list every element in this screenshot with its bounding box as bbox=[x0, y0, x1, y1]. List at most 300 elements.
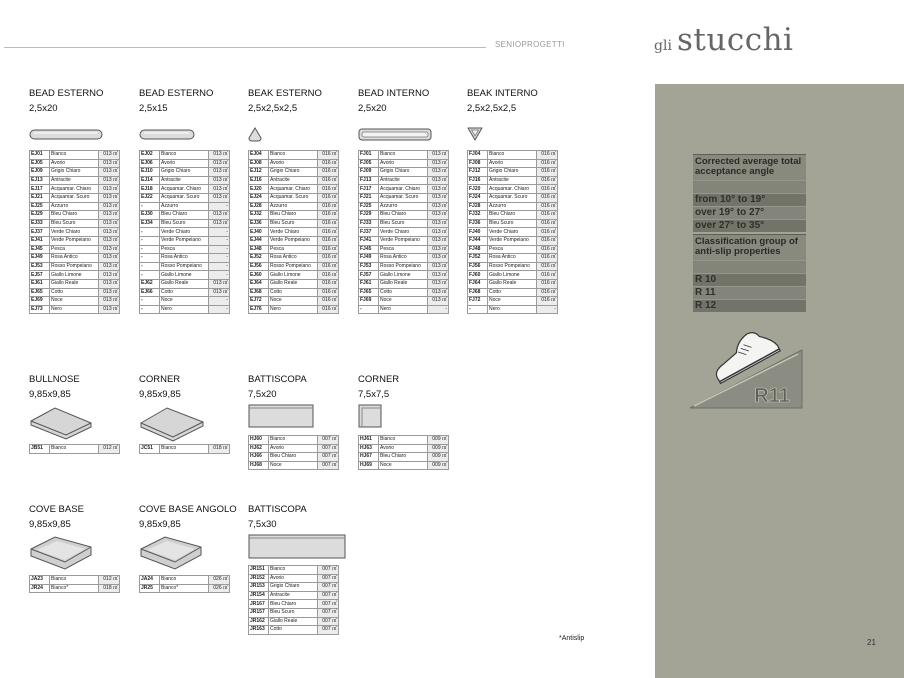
price-cell: 007 ㎡ bbox=[318, 583, 339, 592]
product-code: EJ44 bbox=[249, 236, 269, 245]
price-cell: 013 ㎡ bbox=[99, 219, 120, 228]
product-code: EJ69 bbox=[30, 297, 50, 306]
price-cell: 013 ㎡ bbox=[209, 151, 230, 160]
battiscopa-20-shape bbox=[248, 404, 314, 428]
price-cell: 013 ㎡ bbox=[209, 219, 230, 228]
price-cell: 016 ㎡ bbox=[537, 279, 558, 288]
product-code: - bbox=[140, 228, 160, 237]
price-cell: 013 ㎡ bbox=[99, 202, 120, 211]
bead-esterno-20-shape bbox=[29, 128, 103, 141]
product-size: 9,85x9,85 bbox=[29, 389, 71, 400]
product-code: EJ73 bbox=[30, 305, 50, 314]
product-code: EJ37 bbox=[30, 228, 50, 237]
product-code: EJ14 bbox=[140, 176, 160, 185]
color-name: Noce bbox=[379, 461, 428, 470]
product-code: JR157 bbox=[249, 608, 269, 617]
table-row bbox=[140, 185, 230, 194]
price-cell: 016 ㎡ bbox=[537, 236, 558, 245]
price-cell: 013 ㎡ bbox=[99, 159, 120, 168]
product-code: JR162 bbox=[249, 617, 269, 626]
color-name: Bianco bbox=[50, 576, 99, 585]
table-row bbox=[468, 228, 558, 237]
color-name: Pesca bbox=[488, 245, 537, 254]
product-code: FJ48 bbox=[468, 245, 488, 254]
product-code: EJ48 bbox=[249, 245, 269, 254]
price-cell: 016 ㎡ bbox=[318, 245, 339, 254]
code-table-p4 bbox=[358, 150, 449, 314]
product-code: EJ65 bbox=[30, 288, 50, 297]
table-row bbox=[359, 279, 449, 288]
table-row bbox=[359, 159, 449, 168]
table-row bbox=[30, 584, 120, 593]
price-cell: 013 ㎡ bbox=[428, 245, 449, 254]
table-row bbox=[30, 219, 120, 228]
color-name: Nero bbox=[160, 305, 209, 314]
table-row bbox=[249, 151, 339, 160]
color-name: Cotto bbox=[50, 288, 99, 297]
product-code: EJ08 bbox=[249, 159, 269, 168]
price-cell: 013 ㎡ bbox=[428, 176, 449, 185]
price-cell: 013 ㎡ bbox=[99, 176, 120, 185]
table-row bbox=[359, 453, 449, 462]
table-row bbox=[468, 245, 558, 254]
table-row bbox=[140, 202, 230, 211]
logo-big: stucchi bbox=[677, 22, 794, 58]
product-code: HJ68 bbox=[249, 461, 269, 470]
product-size: 7,5x30 bbox=[248, 519, 277, 530]
product-code: EJ18 bbox=[140, 185, 160, 194]
price-cell: 013 ㎡ bbox=[209, 185, 230, 194]
table-row bbox=[30, 228, 120, 237]
product-title: BEAK INTERNO bbox=[467, 88, 538, 99]
table-row bbox=[359, 288, 449, 297]
table-row bbox=[249, 279, 339, 288]
header-rule bbox=[4, 47, 486, 48]
color-name: Rosso Pompeiano bbox=[160, 262, 209, 271]
price-cell: 016 ㎡ bbox=[318, 279, 339, 288]
table-row bbox=[249, 591, 339, 600]
color-name: Azzurro bbox=[488, 202, 537, 211]
price-cell: 013 ㎡ bbox=[209, 168, 230, 177]
price-cell: - bbox=[209, 245, 230, 254]
price-cell: 007 ㎡ bbox=[318, 626, 339, 635]
price-cell: 016 ㎡ bbox=[318, 151, 339, 160]
product-title: BULLNOSE bbox=[29, 374, 80, 385]
table-row bbox=[140, 168, 230, 177]
price-cell: 013 ㎡ bbox=[99, 193, 120, 202]
price-cell: 013 ㎡ bbox=[428, 193, 449, 202]
product-code: FJ60 bbox=[468, 271, 488, 280]
color-name: Acquamar. Chiaro bbox=[379, 185, 428, 194]
color-name: Acquamar. Chiaro bbox=[50, 185, 99, 194]
table-row bbox=[468, 219, 558, 228]
price-cell: 026 ㎡ bbox=[209, 576, 230, 585]
price-cell: 013 ㎡ bbox=[428, 159, 449, 168]
product-code: HJ66 bbox=[249, 453, 269, 462]
table-row bbox=[359, 202, 449, 211]
product-code: FJ64 bbox=[468, 279, 488, 288]
price-cell: 016 ㎡ bbox=[537, 297, 558, 306]
product-code: - bbox=[140, 202, 160, 211]
price-cell: 013 ㎡ bbox=[428, 279, 449, 288]
product-code: FJ69 bbox=[359, 297, 379, 306]
logo bbox=[654, 22, 793, 58]
table-row bbox=[468, 288, 558, 297]
product-code: JR154 bbox=[249, 591, 269, 600]
table-row bbox=[140, 245, 230, 254]
color-name: Giallo Reale bbox=[269, 617, 318, 626]
color-name: Bianco* bbox=[50, 584, 99, 593]
product-title: CORNER bbox=[358, 374, 400, 385]
table-row bbox=[359, 151, 449, 160]
product-code: EJ32 bbox=[249, 211, 269, 220]
color-name: Azzurro bbox=[50, 202, 99, 211]
color-name: Verde Chiaro bbox=[488, 228, 537, 237]
color-name: Verde Pompeiano bbox=[160, 236, 209, 245]
color-name: Pesca bbox=[269, 245, 318, 254]
table-row bbox=[468, 262, 558, 271]
table-row bbox=[140, 159, 230, 168]
product-code: EJ40 bbox=[249, 228, 269, 237]
table-row bbox=[359, 211, 449, 220]
table-row bbox=[249, 236, 339, 245]
color-name: Bianco bbox=[488, 151, 537, 160]
product-code: FJ25 bbox=[359, 202, 379, 211]
table-row bbox=[468, 279, 558, 288]
price-cell: 013 ㎡ bbox=[428, 297, 449, 306]
product-code: EJ76 bbox=[249, 305, 269, 314]
product-code: - bbox=[140, 262, 160, 271]
price-cell: 013 ㎡ bbox=[99, 254, 120, 263]
color-name: Rosa Antico bbox=[50, 254, 99, 263]
price-cell: 013 ㎡ bbox=[99, 288, 120, 297]
color-name: Azzurro bbox=[379, 202, 428, 211]
color-name: Grigio Chiaro bbox=[379, 168, 428, 177]
product-code: FJ53 bbox=[359, 262, 379, 271]
table-row bbox=[30, 271, 120, 280]
product-code: FJ49 bbox=[359, 254, 379, 263]
color-name: Bleu Scuro bbox=[379, 219, 428, 228]
product-title: BEAD ESTERNO bbox=[139, 88, 214, 99]
product-title: COVE BASE ANGOLO bbox=[139, 504, 237, 515]
color-name: Cotto bbox=[379, 288, 428, 297]
table-row bbox=[468, 185, 558, 194]
price-cell: 013 ㎡ bbox=[428, 271, 449, 280]
color-name: Bianco bbox=[379, 436, 428, 445]
table-row bbox=[140, 584, 230, 593]
price-cell: - bbox=[537, 305, 558, 314]
product-code: EJ21 bbox=[30, 193, 50, 202]
code-table-p11 bbox=[139, 575, 230, 593]
table-row bbox=[249, 159, 339, 168]
color-name: Avorio bbox=[269, 574, 318, 583]
price-cell: 007 ㎡ bbox=[318, 453, 339, 462]
color-name: Acquamar. Chiaro bbox=[160, 185, 209, 194]
product-title: CORNER bbox=[139, 374, 181, 385]
price-cell: 013 ㎡ bbox=[428, 236, 449, 245]
color-name: Cotto bbox=[269, 626, 318, 635]
product-code: FJ52 bbox=[468, 254, 488, 263]
product-code: - bbox=[359, 305, 379, 314]
product-code: FJ16 bbox=[468, 176, 488, 185]
bead-interno-shape bbox=[358, 128, 432, 141]
table-row bbox=[249, 574, 339, 583]
product-code: EJ72 bbox=[249, 297, 269, 306]
product-code: EJ57 bbox=[30, 271, 50, 280]
color-name: Bianco bbox=[269, 566, 318, 575]
product-code: EJ45 bbox=[30, 245, 50, 254]
price-cell: 026 ㎡ bbox=[209, 584, 230, 593]
r11-badge: R11 bbox=[754, 385, 790, 407]
table-row bbox=[359, 236, 449, 245]
price-cell: 009 ㎡ bbox=[428, 436, 449, 445]
price-cell: 016 ㎡ bbox=[537, 176, 558, 185]
product-code: - bbox=[468, 305, 488, 314]
cove-base-angolo-shape bbox=[139, 535, 203, 571]
product-code: HJ63 bbox=[359, 444, 379, 453]
price-cell: 013 ㎡ bbox=[428, 288, 449, 297]
price-cell: 016 ㎡ bbox=[318, 202, 339, 211]
product-code: EJ01 bbox=[30, 151, 50, 160]
product-title: BEAD INTERNO bbox=[358, 88, 430, 99]
table-row bbox=[30, 297, 120, 306]
page-number: 21 bbox=[867, 638, 876, 647]
color-name: Avorio bbox=[269, 444, 318, 453]
price-cell: 016 ㎡ bbox=[537, 168, 558, 177]
table-row bbox=[359, 461, 449, 470]
product-code: FJ08 bbox=[468, 159, 488, 168]
color-name: Acquamar. Scuro bbox=[50, 193, 99, 202]
color-name: Bleu Chiaro bbox=[269, 211, 318, 220]
color-name: Antracite bbox=[269, 176, 318, 185]
price-cell: 016 ㎡ bbox=[318, 254, 339, 263]
bullnose-shape bbox=[29, 405, 93, 441]
code-table-p9 bbox=[358, 435, 449, 470]
price-cell: 016 ㎡ bbox=[318, 168, 339, 177]
product-code: HJ69 bbox=[359, 461, 379, 470]
table-row bbox=[249, 271, 339, 280]
table-row bbox=[359, 262, 449, 271]
product-code: EJ60 bbox=[249, 271, 269, 280]
beak-esterno-shape bbox=[248, 127, 262, 142]
product-code: FJ41 bbox=[359, 236, 379, 245]
table-row bbox=[359, 305, 449, 314]
table-row bbox=[359, 228, 449, 237]
table-row bbox=[140, 219, 230, 228]
color-name: Bianco bbox=[50, 445, 99, 454]
product-code: EJ34 bbox=[140, 219, 160, 228]
product-title: BEAK ESTERNO bbox=[248, 88, 322, 99]
table-row bbox=[468, 254, 558, 263]
legend-heading-class: Classification group of anti-slip properties bbox=[693, 234, 806, 260]
price-cell: 018 ㎡ bbox=[99, 584, 120, 593]
price-cell: 013 ㎡ bbox=[99, 151, 120, 160]
price-cell: 016 ㎡ bbox=[537, 185, 558, 194]
product-code: - bbox=[140, 236, 160, 245]
color-name: Bleu Scuro bbox=[50, 219, 99, 228]
table-row bbox=[30, 236, 120, 245]
product-title: BEAD ESTERNO bbox=[29, 88, 104, 99]
table-row bbox=[249, 444, 339, 453]
product-code: FJ36 bbox=[468, 219, 488, 228]
price-cell: - bbox=[209, 254, 230, 263]
price-cell: 009 ㎡ bbox=[428, 444, 449, 453]
color-name: Giallo Limone bbox=[160, 271, 209, 280]
color-name: Cotto bbox=[488, 288, 537, 297]
product-code: HJ60 bbox=[249, 436, 269, 445]
product-size: 9,85x9,85 bbox=[29, 519, 71, 530]
product-size: 2,5x2,5x2,5 bbox=[248, 103, 298, 114]
product-code: FJ12 bbox=[468, 168, 488, 177]
color-name: Avorio bbox=[269, 159, 318, 168]
price-cell: 013 ㎡ bbox=[209, 159, 230, 168]
product-code: EJ68 bbox=[249, 288, 269, 297]
color-name: Grigio Chiaro bbox=[269, 583, 318, 592]
color-name: Bianco bbox=[160, 576, 209, 585]
table-row bbox=[249, 202, 339, 211]
code-table-p3 bbox=[248, 150, 339, 314]
product-size: 9,85x9,85 bbox=[139, 389, 181, 400]
legend-angle-row: from 10° to 19° bbox=[693, 193, 806, 206]
price-cell: - bbox=[209, 228, 230, 237]
color-name: Pesca bbox=[379, 245, 428, 254]
product-code: FJ40 bbox=[468, 228, 488, 237]
color-name: Grigio Chiaro bbox=[50, 168, 99, 177]
price-cell: 009 ㎡ bbox=[428, 453, 449, 462]
product-size: 9,85x9,85 bbox=[139, 519, 181, 530]
price-cell: 013 ㎡ bbox=[428, 219, 449, 228]
table-row bbox=[249, 211, 339, 220]
legend-angle-row: over 19° to 27° bbox=[693, 206, 806, 219]
price-cell: 013 ㎡ bbox=[209, 176, 230, 185]
table-row bbox=[249, 453, 339, 462]
color-name: Noce bbox=[269, 461, 318, 470]
table-row bbox=[30, 159, 120, 168]
table-row bbox=[468, 236, 558, 245]
product-code: EJ10 bbox=[140, 168, 160, 177]
color-name: Azzurro bbox=[269, 202, 318, 211]
price-cell: 013 ㎡ bbox=[99, 279, 120, 288]
price-cell: 007 ㎡ bbox=[318, 566, 339, 575]
price-cell: 016 ㎡ bbox=[318, 297, 339, 306]
cove-base-shape bbox=[29, 535, 93, 571]
table-row bbox=[249, 193, 339, 202]
price-cell: 007 ㎡ bbox=[318, 608, 339, 617]
product-code: - bbox=[140, 271, 160, 280]
r11-slope-illustration bbox=[688, 328, 806, 410]
product-code: EJ52 bbox=[249, 254, 269, 263]
product-code: EJ17 bbox=[30, 185, 50, 194]
table-row bbox=[359, 193, 449, 202]
price-cell: 013 ㎡ bbox=[428, 211, 449, 220]
table-row bbox=[359, 271, 449, 280]
table-row bbox=[359, 176, 449, 185]
legend-class-row: R 10 bbox=[693, 273, 806, 286]
product-size: 2,5x20 bbox=[29, 103, 58, 114]
color-name: Acquamar. Scuro bbox=[379, 193, 428, 202]
color-name: Noce bbox=[379, 297, 428, 306]
color-name: Azzurro bbox=[160, 202, 209, 211]
color-name: Bleu Chiaro bbox=[269, 453, 318, 462]
price-cell: 016 ㎡ bbox=[318, 159, 339, 168]
color-name: Avorio bbox=[379, 159, 428, 168]
table-row bbox=[249, 228, 339, 237]
product-code: FJ33 bbox=[359, 219, 379, 228]
color-name: Verde Pompeiano bbox=[488, 236, 537, 245]
price-cell: 013 ㎡ bbox=[428, 168, 449, 177]
price-cell: 016 ㎡ bbox=[318, 176, 339, 185]
color-name: Bleu Scuro bbox=[160, 219, 209, 228]
price-cell: 016 ㎡ bbox=[318, 228, 339, 237]
color-name: Avorio bbox=[488, 159, 537, 168]
price-cell: - bbox=[428, 305, 449, 314]
product-code: EJ02 bbox=[140, 151, 160, 160]
price-cell: 013 ㎡ bbox=[99, 271, 120, 280]
product-code: JR153 bbox=[249, 583, 269, 592]
price-cell: 016 ㎡ bbox=[537, 254, 558, 263]
color-name: Rosso Pompeiano bbox=[269, 262, 318, 271]
table-row bbox=[249, 583, 339, 592]
legend-heading-angle: Corrected average total acceptance angle bbox=[693, 154, 806, 180]
price-cell: 013 ㎡ bbox=[99, 211, 120, 220]
product-code: EJ29 bbox=[30, 211, 50, 220]
price-cell: 016 ㎡ bbox=[318, 288, 339, 297]
color-name: Bleu Chiaro bbox=[488, 211, 537, 220]
table-row bbox=[30, 305, 120, 314]
legend-blank-row bbox=[693, 180, 806, 193]
price-cell: 013 ㎡ bbox=[99, 236, 120, 245]
price-cell: 007 ㎡ bbox=[318, 444, 339, 453]
product-code: FJ65 bbox=[359, 288, 379, 297]
price-cell: 016 ㎡ bbox=[318, 219, 339, 228]
color-name: Grigio Chiaro bbox=[269, 168, 318, 177]
color-name: Nero bbox=[488, 305, 537, 314]
price-cell: 016 ㎡ bbox=[537, 202, 558, 211]
table-row bbox=[140, 151, 230, 160]
color-name: Bleu Chiaro bbox=[269, 600, 318, 609]
table-row bbox=[468, 168, 558, 177]
table-row bbox=[30, 176, 120, 185]
color-name: Acquamar. Scuro bbox=[269, 193, 318, 202]
price-cell: - bbox=[209, 271, 230, 280]
table-row bbox=[249, 436, 339, 445]
product-code: EJ61 bbox=[30, 279, 50, 288]
table-row bbox=[140, 193, 230, 202]
product-code: FJ29 bbox=[359, 211, 379, 220]
color-name: Giallo Limone bbox=[50, 271, 99, 280]
color-name: Avorio bbox=[379, 444, 428, 453]
color-name: Rosa Antico bbox=[379, 254, 428, 263]
table-row bbox=[468, 176, 558, 185]
product-code: FJ72 bbox=[468, 297, 488, 306]
code-table-p10 bbox=[29, 575, 120, 593]
price-cell: 016 ㎡ bbox=[537, 288, 558, 297]
color-name: Pesca bbox=[160, 245, 209, 254]
product-code: FJ57 bbox=[359, 271, 379, 280]
beak-interno-shape bbox=[467, 126, 483, 141]
price-cell: 013 ㎡ bbox=[209, 288, 230, 297]
product-code: JR151 bbox=[249, 566, 269, 575]
table-row bbox=[249, 185, 339, 194]
price-cell: 016 ㎡ bbox=[537, 193, 558, 202]
color-name: Bleu Chiaro bbox=[160, 211, 209, 220]
price-cell: 013 ㎡ bbox=[99, 185, 120, 194]
color-name: Antracite bbox=[269, 591, 318, 600]
color-name: Bleu Chiaro bbox=[379, 453, 428, 462]
product-code: JR152 bbox=[249, 574, 269, 583]
legend-angle-row: over 27° to 35° bbox=[693, 219, 806, 232]
color-name: Giallo Reale bbox=[488, 279, 537, 288]
